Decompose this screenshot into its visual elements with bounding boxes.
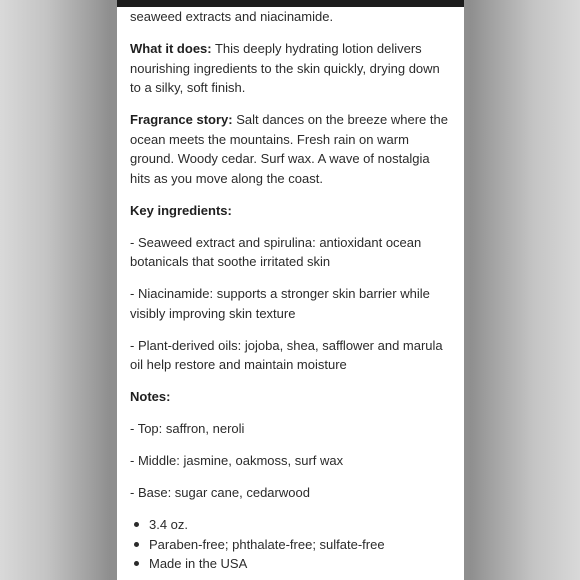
note-item: - Middle: jasmine, oakmoss, surf wax bbox=[130, 453, 344, 468]
list-item: 3.4 oz. bbox=[130, 515, 452, 535]
fragrance-story-paragraph bbox=[130, 110, 452, 188]
fragrance-story-label: Fragrance story: bbox=[130, 112, 233, 127]
ingredient-item: - Niacinamide: supports a stronger skin barrier while visibly improving skin texture bbox=[130, 286, 430, 321]
fragrance-story-text: Salt dances on the breeze where the ocean meets the mountains. Fresh rain on warm ground. Woody cedar. Surf wax. A wave of nostalgia hits as you move along the coast. bbox=[130, 112, 448, 186]
list-item: Paraben-free; phthalate-free; sulfate-free bbox=[130, 535, 452, 555]
ingredient-item: - Seaweed extract and spirulina: antioxidant ocean botanicals that soothe irritated skin bbox=[130, 234, 422, 269]
note-item: - Base: sugar cane, cedarwood bbox=[130, 485, 310, 500]
key-ingredients-heading: Key ingredients: bbox=[130, 202, 232, 218]
product-description-panel bbox=[117, 0, 464, 580]
description-content bbox=[130, 7, 452, 574]
notes-heading: Notes: bbox=[130, 389, 171, 404]
list-item: Made in the USA bbox=[130, 554, 452, 574]
top-bar bbox=[117, 0, 464, 7]
what-it-does-paragraph bbox=[130, 39, 452, 98]
note-item: - Top: saffron, neroli bbox=[130, 421, 245, 436]
what-it-does-text: This deeply hydrating lotion delivers nourishing ingredients to the skin quickly, drying down to a silky, soft finish. bbox=[130, 41, 440, 95]
product-facts-list bbox=[130, 515, 452, 574]
ingredient-item: - Plant-derived oils: jojoba, shea, safflower and marula oil help restore and maintain moisture bbox=[130, 337, 443, 372]
what-it-does-label: What it does: bbox=[130, 41, 212, 56]
intro-tail-text: seaweed extracts and niacinamide. bbox=[130, 9, 334, 24]
